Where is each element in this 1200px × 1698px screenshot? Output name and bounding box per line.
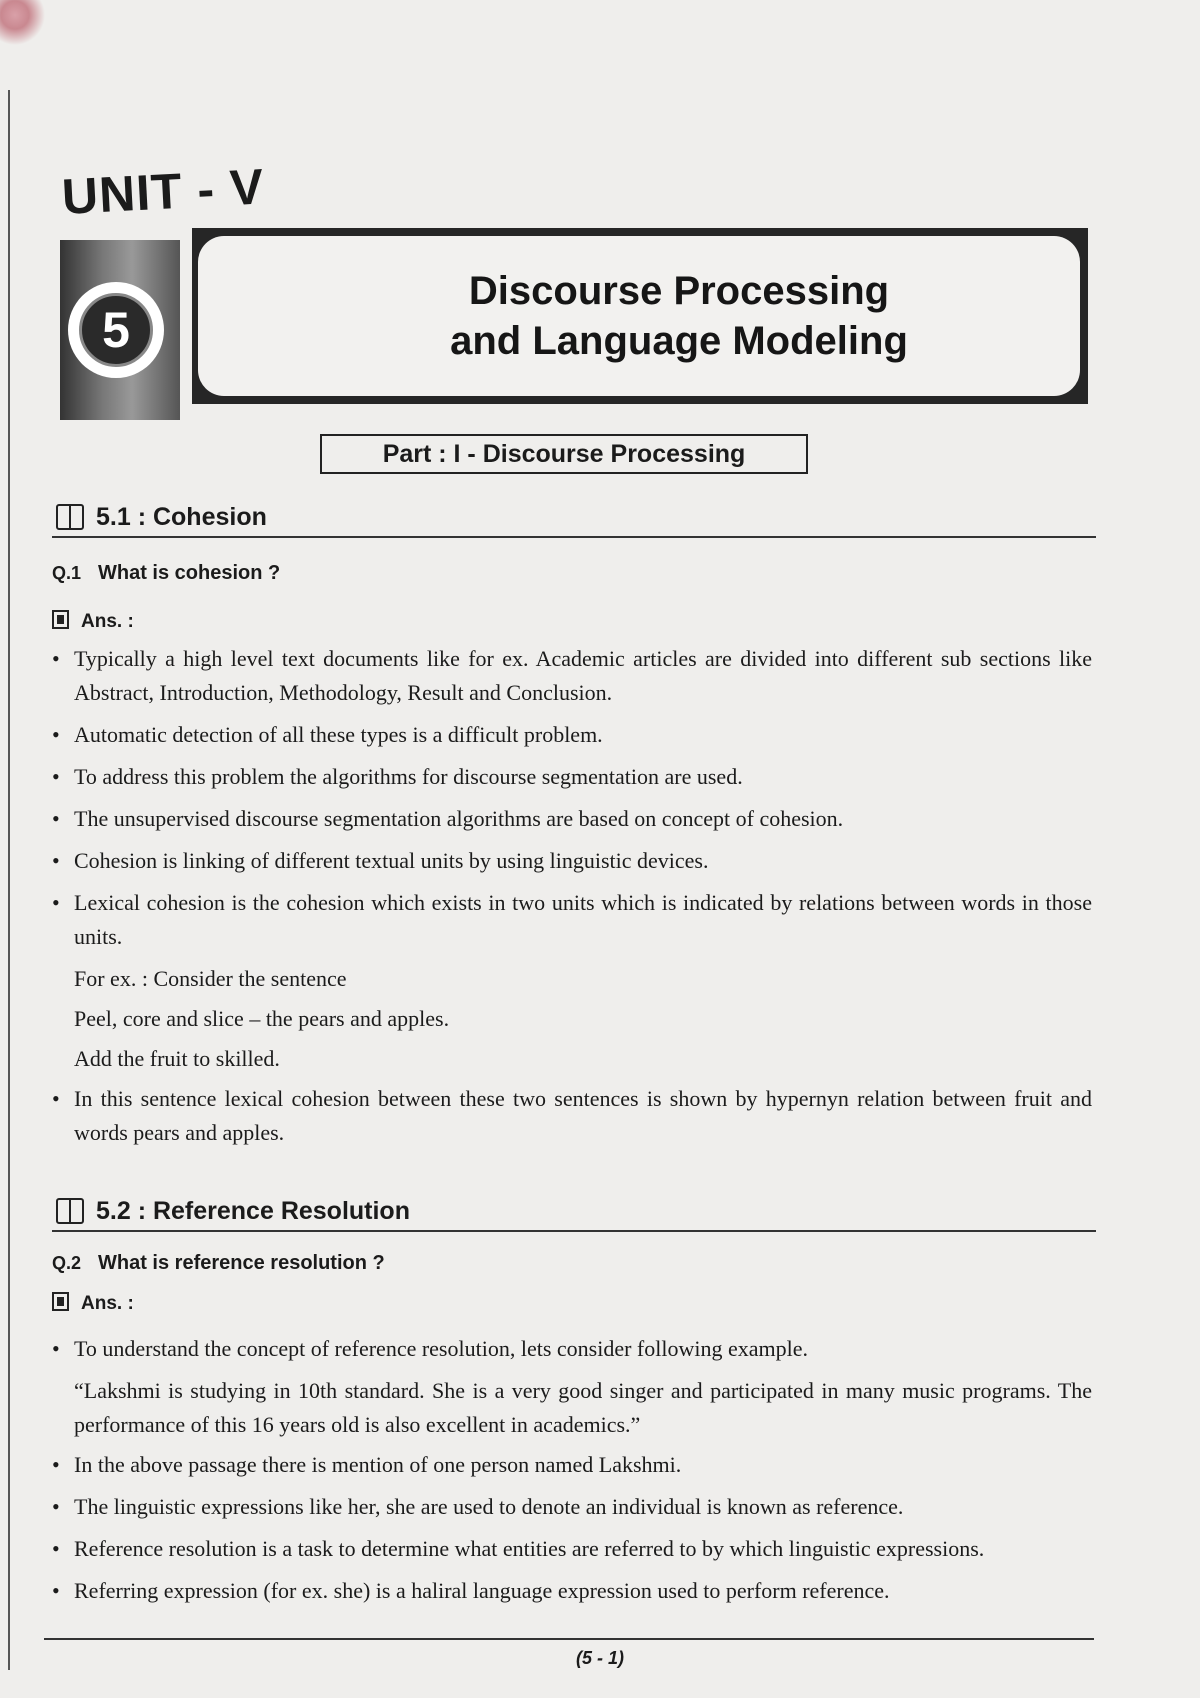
bullet-item: • Cohesion is linking of different textual units by using linguistic devices. — [52, 844, 1092, 878]
part-label: Part : I - Discourse Processing — [320, 434, 808, 474]
section-title: 5.1 : Cohesion — [96, 503, 267, 531]
example-line: For ex. : Consider the sentence — [74, 966, 347, 991]
footer-rule — [44, 1638, 1094, 1640]
page-number: (5 - 1) — [575, 1648, 624, 1668]
bullet-item: • The unsupervised discourse segmentation algorithms are based on concept of cohesion. — [52, 802, 1092, 836]
answer-body-1 — [52, 642, 1092, 1158]
example-line: Add the fruit to skilled. — [74, 1046, 280, 1071]
chapter-circle — [68, 282, 164, 378]
bullet-item: • To understand the concept of reference resolution, lets consider following example. — [52, 1332, 1092, 1366]
answer-label-2: Ans. : — [52, 1292, 134, 1315]
example-quote: “Lakshmi is studying in 10th standard. She is a very good singer and participated in many music programs. The performance of this 16 years old is also excellent in academics.” — [74, 1378, 1092, 1437]
unit-title: UNIT - V — [60, 158, 266, 225]
bullet-item: • Typically a high level text documents like for ex. Academic articles are divided into different sub sections like Abstract, Introduction, Methodology, Result and Conclusion. — [52, 642, 1092, 710]
question-number: Q.1 — [52, 563, 82, 583]
chapter-title-box — [192, 228, 1088, 404]
bullet-item: • To address this problem the algorithms for discourse segmentation are used. — [52, 760, 1092, 794]
book-icon — [56, 504, 84, 530]
question-text: What is cohesion ? — [98, 562, 281, 584]
answer-label-1: Ans. : — [52, 610, 134, 633]
answer-icon — [52, 610, 69, 629]
question-2 — [52, 1252, 385, 1275]
chapter-badge — [60, 240, 180, 420]
bullet-item: • Reference resolution is a task to determine what entities are referred to by which linguistic expressions. — [52, 1532, 1092, 1566]
section-title: 5.2 : Reference Resolution — [96, 1197, 410, 1225]
question-1 — [52, 562, 280, 585]
section-heading-reference-resolution — [52, 1190, 1096, 1232]
bullet-item: • Lexical cohesion is the cohesion which exists in two units which is indicated by relations between words in those units. — [52, 886, 1092, 954]
answer-body-2 — [52, 1332, 1092, 1616]
question-number: Q.2 — [52, 1253, 82, 1273]
bullet-item: • Referring expression (for ex. she) is a haliral language expression used to perform reference. — [52, 1574, 1092, 1608]
bullet-item: • In this sentence lexical cohesion between these two sentences is shown by hypernyn relation between fruit and words pears and apples. — [52, 1082, 1092, 1150]
question-text: What is reference resolution ? — [98, 1252, 385, 1274]
chapter-title-line-2: and Language Modeling — [450, 319, 908, 363]
book-icon — [56, 1198, 84, 1224]
example-line: Peel, core and slice – the pears and apples. — [74, 1006, 450, 1031]
chapter-number: 5 — [79, 293, 153, 367]
bullet-item: • In the above passage there is mention of one person named Lakshmi. — [52, 1448, 1092, 1482]
section-heading-cohesion — [52, 496, 1096, 538]
binding-edge — [8, 90, 10, 1670]
bullet-item: • The linguistic expressions like her, she are used to denote an individual is known as reference. — [52, 1490, 1092, 1524]
corner-sticker — [0, 0, 70, 50]
chapter-title-line-1: Discourse Processing — [468, 269, 890, 313]
bullet-item: • Automatic detection of all these types is a difficult problem. — [52, 718, 1092, 752]
answer-icon — [52, 1292, 69, 1311]
